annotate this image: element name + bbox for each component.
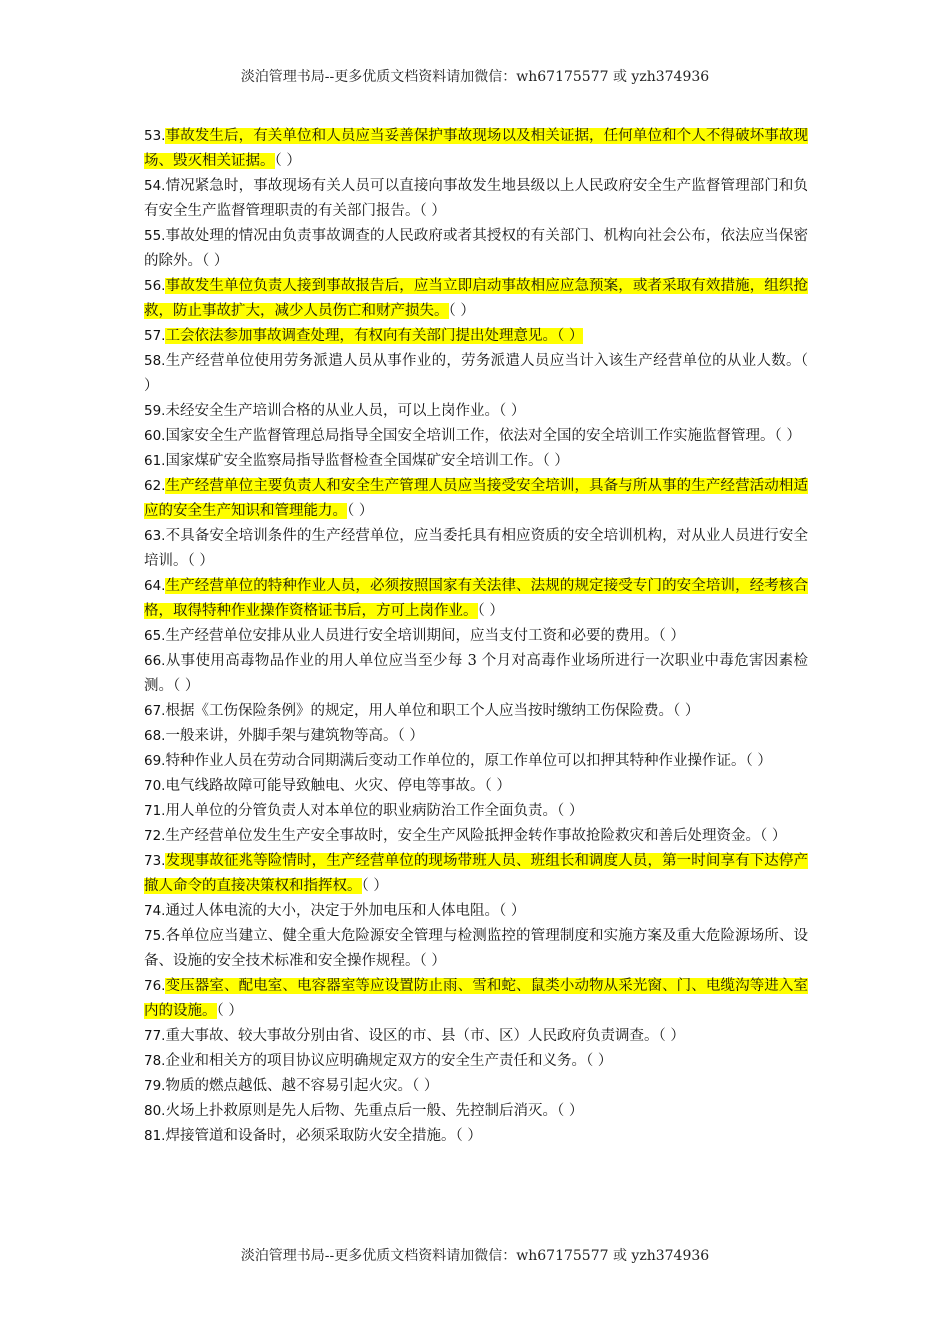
question-text: 变压器室、配电室、电容器室等应设置防止雨、雪和蛇、鼠类小动物从采光窗、门、电缆沟等进入室内的设施。 bbox=[144, 978, 808, 1019]
question-number: 54. bbox=[144, 178, 166, 194]
answer-blank: （ ） bbox=[448, 303, 475, 319]
question-number: 79. bbox=[144, 1078, 166, 1094]
question-item bbox=[144, 774, 808, 799]
answer-blank: （ ） bbox=[484, 778, 511, 794]
question-number: 80. bbox=[144, 1103, 166, 1119]
question-text: 国家安全生产监督管理总局指导全国安全培训工作，依法对全国的安全培训工作实施监督管理。 bbox=[165, 428, 775, 444]
question-item bbox=[144, 349, 808, 399]
answer-blank: （ ） bbox=[774, 428, 801, 444]
answer-blank: （ ） bbox=[202, 253, 229, 269]
answer-blank: （ ） bbox=[361, 878, 388, 894]
answer-blank: （ ） bbox=[556, 1103, 584, 1119]
question-number: 60. bbox=[144, 428, 166, 444]
question-text: 焊接管道和设备时，必须采取防火安全措施。 bbox=[165, 1128, 456, 1144]
question-text: 生产经营单位发生生产安全事故时，安全生产风险抵押金转作事故抢险救灾和善后处理资金。 bbox=[165, 828, 760, 844]
question-item bbox=[144, 1024, 808, 1049]
question-item bbox=[144, 274, 808, 324]
question-number: 59. bbox=[144, 403, 166, 419]
answer-blank: （ ） bbox=[216, 1003, 243, 1019]
question-item bbox=[144, 174, 808, 224]
question-number: 75. bbox=[144, 928, 166, 944]
question-text: 重大事故、较大事故分别由省、设区的市、县（市、区）人民政府负责调查。 bbox=[165, 1028, 659, 1044]
answer-blank: （ ） bbox=[658, 1028, 685, 1044]
question-text: 工会依法参加事故调查处理，有权向有关部门提出处理意见。 bbox=[165, 328, 557, 344]
answer-blank: （ ） bbox=[455, 1128, 482, 1144]
question-number: 53. bbox=[144, 128, 166, 144]
question-number: 70. bbox=[144, 778, 166, 794]
answer-blank: （ ） bbox=[187, 553, 214, 569]
answer-blank: （ ） bbox=[173, 678, 200, 694]
question-text: 发现事故征兆等险情时，生产经营单位的现场带班人员、班组长和调度人员，第一时间享有下达停产撤人命令的直接决策权和指挥权。 bbox=[144, 853, 808, 894]
question-text: 生产经营单位主要负责人和安全生产管理人员应当接受安全培训，具备与所从事的生产经营活动相适应的安全生产知识和管理能力。 bbox=[144, 478, 808, 519]
question-number: 56. bbox=[144, 278, 166, 294]
question-number: 61. bbox=[144, 453, 166, 469]
question-item bbox=[144, 899, 808, 924]
answer-blank: （ ） bbox=[347, 503, 374, 519]
question-number: 63. bbox=[144, 528, 166, 544]
question-item bbox=[144, 699, 808, 724]
question-item bbox=[144, 399, 808, 424]
question-number: 64. bbox=[144, 578, 166, 594]
question-text: 特种作业人员在劳动合同期满后变动工作单位的，原工作单位可以扣押其特种作业操作证。 bbox=[165, 753, 746, 769]
answer-blank: （ ） bbox=[759, 828, 787, 844]
question-item bbox=[144, 474, 808, 524]
question-text: 事故处理的情况由负责事故调查的人民政府或者其授权的有关部门、机构向社会公布，依法应当保密的除外。 bbox=[144, 228, 808, 269]
question-text: 根据《工伤保险条例》的规定，用人单位和职工个人应当按时缴纳工伤保险费。 bbox=[165, 703, 673, 719]
answer-blank: （ ） bbox=[397, 728, 424, 744]
question-number: 71. bbox=[144, 803, 166, 819]
question-number: 78. bbox=[144, 1053, 166, 1069]
answer-blank: （ ） bbox=[556, 328, 584, 344]
question-number: 68. bbox=[144, 728, 166, 744]
question-item bbox=[144, 1074, 808, 1099]
question-item bbox=[144, 799, 808, 824]
question-text: 从事使用高毒物品作业的用人单位应当至少每 3 个月对高毒作业场所进行一次职业中毒危害因素检测。 bbox=[144, 653, 808, 694]
answer-blank: （ ） bbox=[745, 753, 772, 769]
question-text: 通过人体电流的大小，决定于外加电压和人体电阻。 bbox=[165, 903, 499, 919]
question-text: 事故发生后，有关单位和人员应当妥善保护事故现场以及相关证据，任何单位和个人不得破坏事故现场、毁灭相关证据。 bbox=[144, 128, 808, 169]
question-number: 57. bbox=[144, 328, 166, 344]
answer-blank: （ ） bbox=[585, 1053, 613, 1069]
answer-blank: （ ） bbox=[556, 803, 584, 819]
question-list bbox=[144, 124, 808, 1149]
question-item bbox=[144, 449, 808, 474]
question-number: 67. bbox=[144, 703, 166, 719]
question-text: 企业和相关方的项目协议应明确规定双方的安全生产责任和义务。 bbox=[165, 1053, 586, 1069]
question-item bbox=[144, 224, 808, 274]
answer-blank: （ ） bbox=[274, 153, 301, 169]
question-item bbox=[144, 724, 808, 749]
question-text: 国家煤矿安全监察局指导监督检查全国煤矿安全培训工作。 bbox=[165, 453, 543, 469]
question-number: 77. bbox=[144, 1028, 166, 1044]
question-number: 55. bbox=[144, 228, 166, 244]
answer-blank: （ ） bbox=[419, 953, 446, 969]
question-item bbox=[144, 824, 808, 849]
question-text: 物质的燃点越低、越不容易引起火灾。 bbox=[165, 1078, 412, 1094]
question-number: 72. bbox=[144, 828, 166, 844]
answer-blank: （ ） bbox=[498, 403, 526, 419]
question-text: 各单位应当建立、健全重大危险源安全管理与检测监控的管理制度和实施方案及重大危险源场所、设备、设施的安全技术标准和安全操作规程。 bbox=[144, 928, 808, 969]
question-text: 电气线路故障可能导致触电、火灾、停电等事故。 bbox=[165, 778, 485, 794]
question-text: 情况紧急时，事故现场有关人员可以直接向事故发生地县级以上人民政府安全生产监督管理部门和负有安全生产监督管理职责的有关部门报告。 bbox=[144, 178, 808, 219]
page-header: 淡泊管理书局--更多优质文档资料请加微信：wh67175577 或 yzh374936 bbox=[240, 69, 710, 85]
question-number: 76. bbox=[144, 978, 166, 994]
question-item bbox=[144, 1099, 808, 1124]
answer-blank: （ ） bbox=[672, 703, 700, 719]
question-text: 生产经营单位的特种作业人员，必须按照国家有关法律、法规的规定接受专门的安全培训，经考核合格，取得特种作业操作资格证书后，方可上岗作业。 bbox=[144, 578, 808, 619]
answer-blank: （ ） bbox=[498, 903, 526, 919]
question-item bbox=[144, 424, 808, 449]
question-text: 一般来讲，外脚手架与建筑物等高。 bbox=[165, 728, 398, 744]
answer-blank: （ ） bbox=[419, 203, 446, 219]
question-text: 不具备安全培训条件的生产经营单位，应当委托具有相应资质的安全培训机构，对从业人员进行安全培训。 bbox=[144, 528, 808, 569]
question-item bbox=[144, 649, 808, 699]
question-item bbox=[144, 1124, 808, 1149]
question-item bbox=[144, 624, 808, 649]
question-item bbox=[144, 749, 808, 774]
question-number: 74. bbox=[144, 903, 166, 919]
question-number: 73. bbox=[144, 853, 166, 869]
question-number: 66. bbox=[144, 653, 166, 669]
question-text: 未经安全生产培训合格的从业人员，可以上岗作业。 bbox=[165, 403, 499, 419]
question-number: 81. bbox=[144, 1128, 166, 1144]
question-item bbox=[144, 849, 808, 899]
question-number: 58. bbox=[144, 353, 166, 369]
question-number: 62. bbox=[144, 478, 166, 494]
answer-blank: （ ） bbox=[144, 353, 808, 394]
question-number: 69. bbox=[144, 753, 166, 769]
question-item bbox=[144, 1049, 808, 1074]
question-item bbox=[144, 124, 808, 174]
question-text: 事故发生单位负责人接到事故报告后，应当立即启动事故相应应急预案，或者采取有效措施，组织抢救，防止事故扩大，减少人员伤亡和财产损失。 bbox=[144, 278, 808, 319]
question-text: 生产经营单位使用劳务派遣人员从事作业的，劳务派遣人员应当计入该生产经营单位的从业人数。 bbox=[165, 353, 801, 369]
question-item bbox=[144, 924, 808, 974]
question-text: 生产经营单位安排从业人员进行安全培训期间，应当支付工资和必要的费用。 bbox=[165, 628, 659, 644]
question-text: 火场上扑救原则是先人后物、先重点后一般、先控制后消灭。 bbox=[165, 1103, 557, 1119]
question-item bbox=[144, 574, 808, 624]
answer-blank: （ ） bbox=[477, 603, 504, 619]
answer-blank: （ ） bbox=[658, 628, 685, 644]
question-number: 65. bbox=[144, 628, 166, 644]
question-item bbox=[144, 524, 808, 574]
question-item bbox=[144, 974, 808, 1024]
question-item bbox=[144, 324, 808, 349]
question-text: 用人单位的分管负责人对本单位的职业病防治工作全面负责。 bbox=[165, 803, 557, 819]
answer-blank: （ ） bbox=[411, 1078, 439, 1094]
page-footer: 淡泊管理书局--更多优质文档资料请加微信：wh67175577 或 yzh374936 bbox=[240, 1248, 710, 1264]
answer-blank: （ ） bbox=[542, 453, 569, 469]
